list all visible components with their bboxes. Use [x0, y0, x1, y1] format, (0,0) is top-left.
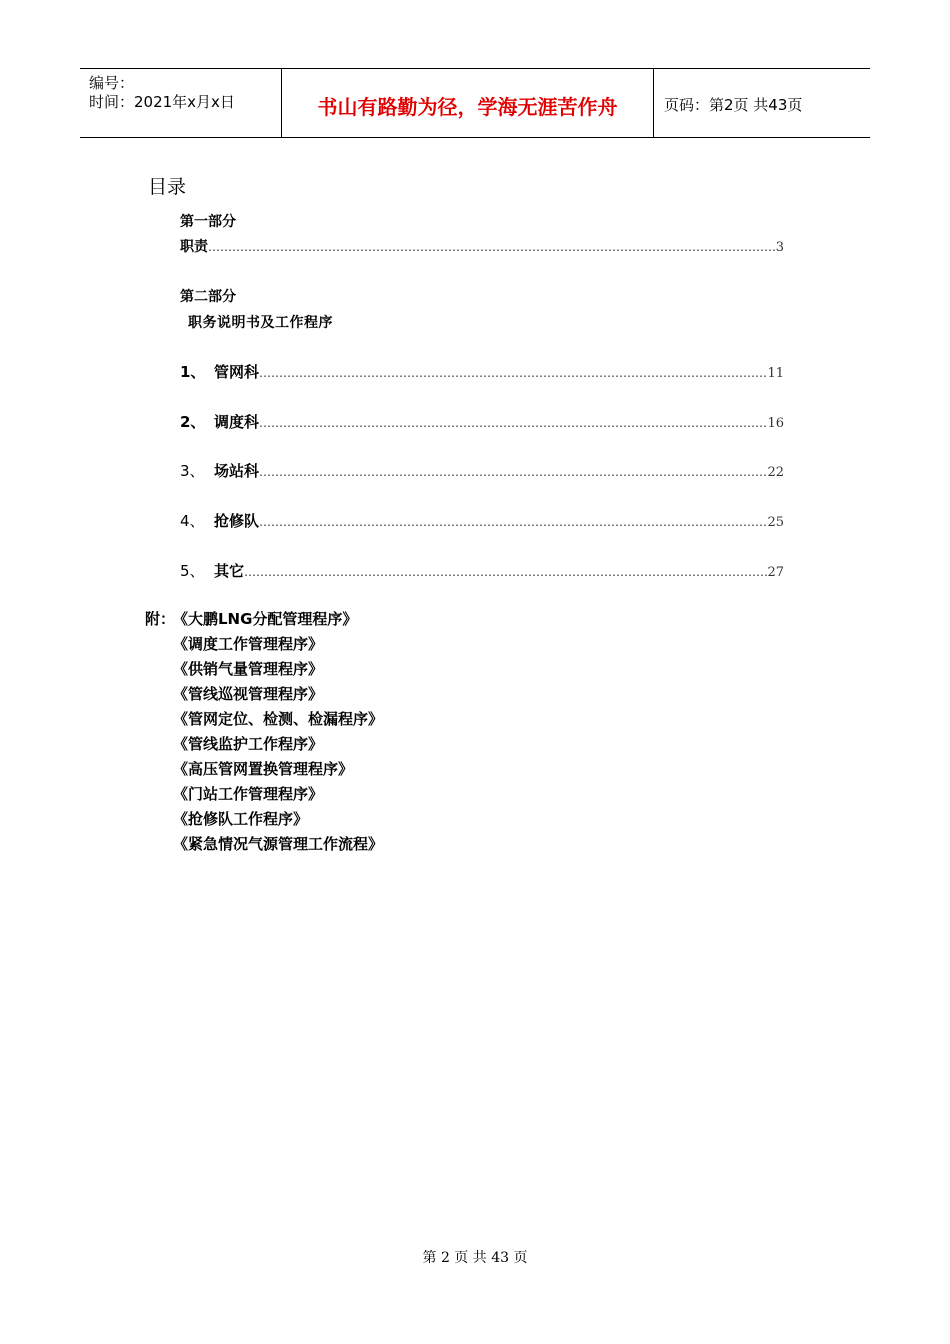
toc-entry-label: 职责: [180, 239, 208, 255]
toc-entry-number: 4、: [180, 512, 205, 530]
toc-entry-page: 25: [767, 515, 784, 530]
appendix-item[interactable]: 《管线监护工作程序》: [173, 735, 324, 753]
appendix-item[interactable]: 《门站工作管理程序》: [173, 785, 324, 803]
toc-leader-dots: [244, 565, 767, 579]
toc-entry-page: 27: [767, 565, 784, 580]
toc-entry-other[interactable]: [180, 560, 784, 580]
toc-entry-duties[interactable]: [180, 236, 784, 256]
appendix-prefix: 附：: [145, 610, 176, 628]
toc-entry-label: 场站科: [214, 462, 260, 480]
part1-heading: 第一部分: [180, 214, 236, 230]
appendix-item[interactable]: 《大鹏LNG分配管理程序》: [173, 610, 358, 628]
toc-entry-pipe-network[interactable]: [180, 361, 784, 381]
toc-entry-number: 3、: [180, 462, 205, 480]
document-code-label: 编号：: [89, 74, 135, 92]
appendix-item[interactable]: 《高压管网置换管理程序》: [173, 760, 354, 778]
header-right-cell: [654, 69, 870, 137]
toc-leader-dots: [259, 515, 767, 529]
page-footer: 第 2 页 共 43 页: [422, 1250, 528, 1266]
header-middle-cell: [282, 69, 654, 137]
toc-entry-page: 11: [767, 366, 784, 381]
toc-entry-label: 管网科: [214, 363, 260, 381]
document-time-label: 时间：2021年x月x日: [89, 93, 235, 111]
header-page-info: 页码：第2页 共43页: [664, 96, 803, 114]
page-header: [80, 68, 870, 138]
toc-entry-repair-team[interactable]: [180, 510, 784, 530]
appendix-item[interactable]: 《抢修队工作程序》: [173, 810, 309, 828]
part2-subtitle: 职务说明书及工作程序: [188, 315, 333, 331]
appendix-item[interactable]: 《管线巡视管理程序》: [173, 685, 324, 703]
toc-entry-page: 22: [767, 465, 784, 480]
header-left-cell: [80, 69, 282, 137]
toc-entry-station[interactable]: [180, 460, 784, 480]
appendix-item[interactable]: 《调度工作管理程序》: [173, 635, 324, 653]
toc-leader-dots: [259, 416, 767, 430]
appendix-item[interactable]: 《管网定位、检测、检漏程序》: [173, 710, 384, 728]
appendix-item[interactable]: 《供销气量管理程序》: [173, 660, 324, 678]
toc-entry-dispatch[interactable]: [180, 411, 784, 431]
appendix-first-line: [145, 608, 357, 629]
toc-leader-dots: [259, 366, 767, 380]
toc-leader-dots: [259, 465, 767, 479]
toc-leader-dots: [208, 240, 776, 254]
toc-entry-number: 5、: [180, 562, 205, 580]
part2-heading: 第二部分: [180, 289, 236, 305]
toc-entry-number: 2、: [180, 413, 206, 431]
appendix-item[interactable]: 《紧急情况气源管理工作流程》: [173, 835, 384, 853]
toc-entry-number: 1、: [180, 363, 206, 381]
toc-title: 目录: [148, 176, 187, 198]
toc-entry-label: 其它: [214, 562, 245, 580]
toc-entry-page: 3: [775, 240, 784, 255]
header-motto: 书山有路勤为径，学海无涯苦作舟: [317, 95, 618, 119]
toc-entry-page: 16: [767, 416, 784, 431]
toc-entry-label: 调度科: [214, 413, 260, 431]
toc-entry-label: 抢修队: [214, 512, 260, 530]
